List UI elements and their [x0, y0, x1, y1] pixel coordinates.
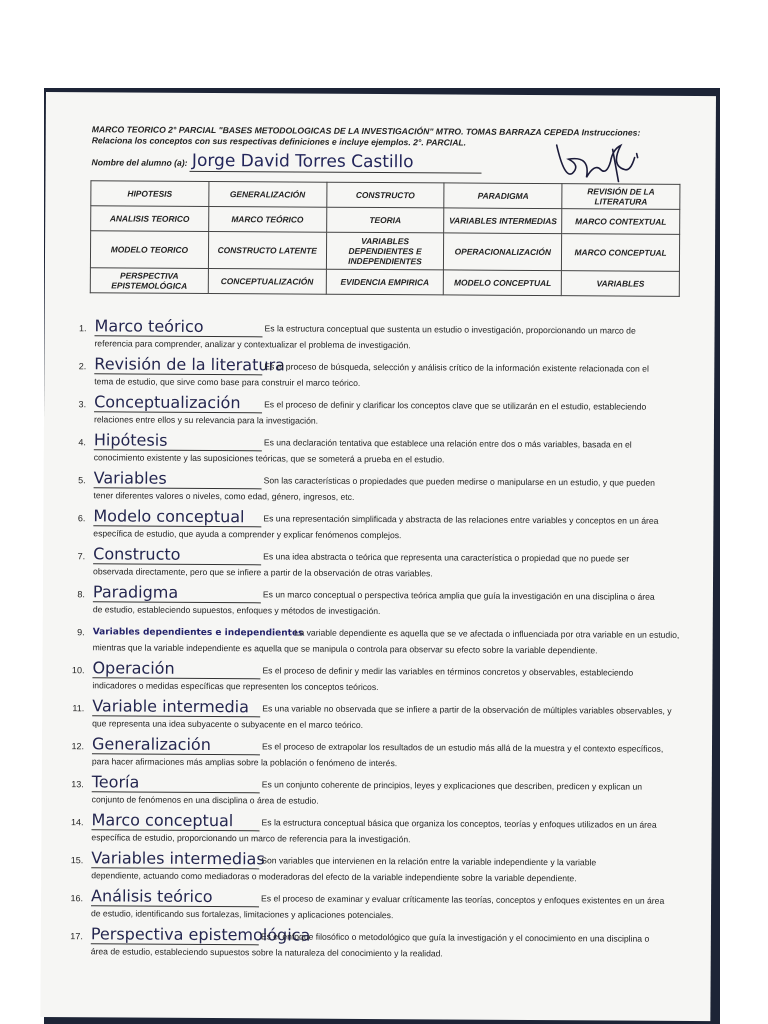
definition-item: [61, 925, 701, 967]
concept-cell: HIPOTESIS: [91, 181, 209, 207]
student-name-label: Nombre del alumno (a):: [91, 157, 188, 168]
item-definition-line2: tener diferentes valores o niveles, como edad, género, ingresos, etc.: [93, 490, 355, 502]
concept-cell: PERSPECTIVA EPISTEMOLÓGICA: [90, 268, 208, 294]
item-definition-line1: Es el proceso de extrapolar los resultados de un estudio más allá de la muestra y el contexto específicos,: [261, 741, 664, 754]
concept-cell: TEORIA: [326, 207, 444, 233]
item-number: 16.: [70, 893, 84, 904]
concept-cell: ANALISIS TEORICO: [91, 206, 209, 232]
item-answer: Operación: [92, 659, 260, 679]
item-definition-line2: indicadores o medidas específicas que representen los conceptos teóricos.: [92, 680, 379, 693]
item-answer: Variable intermedia: [92, 697, 260, 717]
item-definition-line1: Es una variable no observada que se infiere a partir de la observación de múltiples variables observables, y: [262, 703, 672, 716]
concept-table-row: [90, 268, 679, 297]
concept-cell: VARIABLES DEPENDIENTES E INDEPENDIENTES: [326, 232, 444, 270]
item-answer: Teoría: [92, 773, 260, 793]
item-number: 8.: [77, 589, 85, 600]
concept-cell: MARCO CONCEPTUAL: [562, 234, 680, 272]
concept-cell: PARADIGMA: [444, 183, 562, 209]
item-answer: Perspectiva epistemológica: [90, 924, 311, 945]
item-number: 7.: [77, 551, 86, 562]
item-definition-line2: conocimiento existente y las suposiciones teóricas, que se someterá a prueba en el estudio.: [93, 452, 445, 465]
item-definition-line1: Es una declaración tentativa que establece una relación entre dos o más variables, basada en el: [263, 437, 632, 450]
item-number: 13.: [71, 779, 84, 790]
item-answer: Análisis teórico: [91, 887, 259, 907]
item-answer: Variables dependientes e independientes: [92, 627, 304, 639]
concept-cell: MARCO TEÓRICO: [208, 206, 326, 232]
definition-item: [64, 317, 704, 359]
item-definition-line1: Es una representación simplificada y abstracta de las relaciones entre variables y conceptos en un área: [263, 513, 659, 526]
definition-item: [63, 583, 703, 625]
item-definition-line2: dependiente, actuando como mediadoras o moderadoras del efecto de la variable independiente sobre la variable dependiente.: [91, 870, 577, 884]
item-definition-line2: específica de estudio, proporcionando un marco de referencia para la investigación.: [91, 832, 411, 845]
concept-table-row: [91, 181, 680, 210]
item-definition-line2: específica de estudio, que ayuda a comprender y explicar fenómenos complejos.: [93, 528, 402, 541]
item-number: 2.: [78, 361, 87, 372]
item-number: 15.: [70, 855, 84, 866]
item-definition-line1: Es el proceso de examinar y evaluar críticamente las teorías, conceptos y enfoques existentes en un área: [261, 893, 665, 906]
concept-cell: VARIABLES INTERMEDIAS: [444, 208, 562, 234]
item-answer: Paradigma: [93, 583, 261, 603]
item-definition-line2: referencia para comprender, analizar y contextualizar el problema de investigación.: [94, 338, 411, 351]
concept-cell: VARIABLES: [561, 271, 679, 297]
concept-cell: OPERACIONALIZACIÓN: [444, 233, 562, 271]
item-number: 11.: [72, 703, 85, 714]
item-definition-line1: Es una idea abstracta o teórica que representa una característica o propiedad que no puede ser: [263, 551, 630, 564]
item-definition-line2: área de estudio, estableciendo supuestos sobre la naturaleza del conocimiento y la realidad.: [90, 946, 443, 959]
definition-item: [61, 849, 701, 891]
definition-item: [62, 773, 702, 815]
concept-cell: MODELO CONCEPTUAL: [444, 270, 562, 296]
item-number: 10.: [71, 665, 85, 676]
definition-list: [61, 317, 705, 967]
item-number: 12.: [71, 741, 85, 752]
item-definition-line1: Son las características o propiedades que pueden medirse o manipularse en un estudio, y que pueden: [263, 475, 655, 488]
item-definition-line2: tema de estudio, que sirve como base para construir el marco teórico.: [94, 376, 361, 388]
header-title: MARCO TEORICO 2° PARCIAL "BASES METODOLOGICAS DE LA INVESTIGACIÓN" MTRO. TOMAS BARRAZA CEPEDA Instrucciones:: [91, 124, 641, 138]
definition-item: [62, 697, 702, 739]
definition-item: [63, 545, 703, 587]
student-name: Jorge David Torres Castillo: [190, 151, 482, 174]
item-number: 9.: [77, 627, 85, 638]
item-definition-line1: Es el proceso de definir y medir las variables en términos concretos y observables, estableciendo: [262, 665, 634, 678]
item-number: 5.: [78, 475, 86, 486]
definition-item: [61, 811, 701, 853]
item-answer: Marco teórico: [95, 317, 263, 337]
concept-table-row: [91, 206, 680, 235]
item-answer: Revisión de la literatura: [94, 354, 285, 375]
concept-cell: MARCO CONTEXTUAL: [562, 209, 680, 235]
definition-item: [64, 393, 704, 435]
item-answer: Hipótesis: [94, 431, 262, 451]
item-definition-line2: para hacer afirmaciones más amplias sobre la población o fenómeno de interés.: [91, 756, 398, 769]
item-answer: Marco conceptual: [91, 811, 259, 831]
definition-item: [64, 355, 704, 397]
concept-cell: CONCEPTUALIZACIÓN: [208, 268, 326, 294]
student-name-row: [92, 150, 512, 174]
header-instructions: Relaciona los conceptos con sus respectivas definiciones e incluye ejemplos. 2°. PARCIAL.: [91, 135, 467, 148]
item-definition-line1: Es el proceso de definir y clarificar los conceptos clave que se utilizarán en el estudio, estableciendo: [264, 399, 647, 412]
item-number: 4.: [78, 437, 86, 448]
item-number: 1.: [79, 323, 87, 334]
item-definition-line2: mientras que la variable independiente es aquella que se manipula o controla para observar su efecto sobre la variable dependiente.: [92, 642, 598, 656]
concept-cell: CONSTRUCTO: [326, 182, 444, 208]
item-definition-line1: Es el enfoque filosófico o metodológico que guía la investigación y el conocimiento en una disciplina o: [260, 931, 650, 944]
item-definition-line2: de estudio, estableciendo supuestos, enfoques y métodos de investigación.: [92, 604, 381, 617]
definition-item: [63, 621, 703, 663]
item-definition-line1: Son variables que intervienen en la relación entre la variable independiente y la variable: [261, 855, 597, 868]
item-definition-line1: Es un marco conceptual o perspectiva teórica amplia que guía la investigación en una disciplina o área: [262, 589, 655, 602]
concept-cell: GENERALIZACIÓN: [209, 181, 327, 207]
item-number: 17.: [70, 931, 83, 942]
item-definition-line1: Es la estructura conceptual básica que organiza los conceptos, teorías y enfoques utilizados en un área: [261, 817, 657, 830]
concept-table-row: [90, 231, 679, 272]
item-definition-line1: Es el proceso de búsqueda, selección y análisis crítico de la información existente relacionada con el: [264, 361, 649, 374]
item-definition-line1: La variable dependiente es aquella que se ve afectada o influenciada por otra variable en un estudio,: [294, 627, 680, 640]
item-answer: Variables intermedias: [91, 848, 265, 869]
item-answer: Variables: [94, 469, 262, 489]
item-answer: Constructo: [93, 545, 261, 565]
definition-item: [62, 659, 702, 701]
item-definition-line1: Es la estructura conceptual que sustenta un estudio o investigación, proporcionando un marco de: [264, 323, 636, 336]
item-definition-line2: relaciones entre ellos y su relevancia para la investigación.: [93, 414, 319, 426]
item-definition-line2: de estudio, identificando sus fortalezas, limitaciones y aplicaciones potenciales.: [90, 908, 394, 921]
item-number: 3.: [78, 399, 87, 410]
item-definition-line2: observada directamente, pero que se infiere a partir de la observación de otras variables.: [93, 566, 433, 579]
definition-item: [62, 735, 702, 777]
concept-cell: EVIDENCIA EMPIRICA: [326, 269, 444, 295]
item-definition-line1: Es un conjunto coherente de principios, leyes y explicaciones que describen, predicen y explican un: [261, 779, 643, 792]
definition-item: [63, 507, 703, 549]
concept-cell: MODELO TEORICO: [90, 231, 208, 269]
definition-item: [63, 469, 703, 511]
signature: [550, 135, 640, 186]
concept-cell: REVISIÓN DE LA LITERATURA: [562, 184, 680, 210]
item-definition-line2: conjunto de fenómenos en una disciplina o área de estudio.: [91, 794, 319, 806]
concept-cell: CONSTRUCTO LATENTE: [208, 231, 326, 269]
item-answer: Generalización: [92, 735, 260, 755]
item-answer: Conceptualización: [94, 393, 262, 413]
worksheet-page: [40, 92, 716, 1021]
item-definition-line2: que representa una idea subyacente o subyacente en el marco teórico.: [92, 718, 364, 730]
definition-item: [64, 431, 704, 473]
concept-table: [90, 180, 681, 297]
definition-item: [61, 887, 701, 929]
item-answer: Modelo conceptual: [93, 507, 261, 527]
item-number: 6.: [77, 513, 86, 524]
item-number: 14.: [70, 817, 84, 828]
